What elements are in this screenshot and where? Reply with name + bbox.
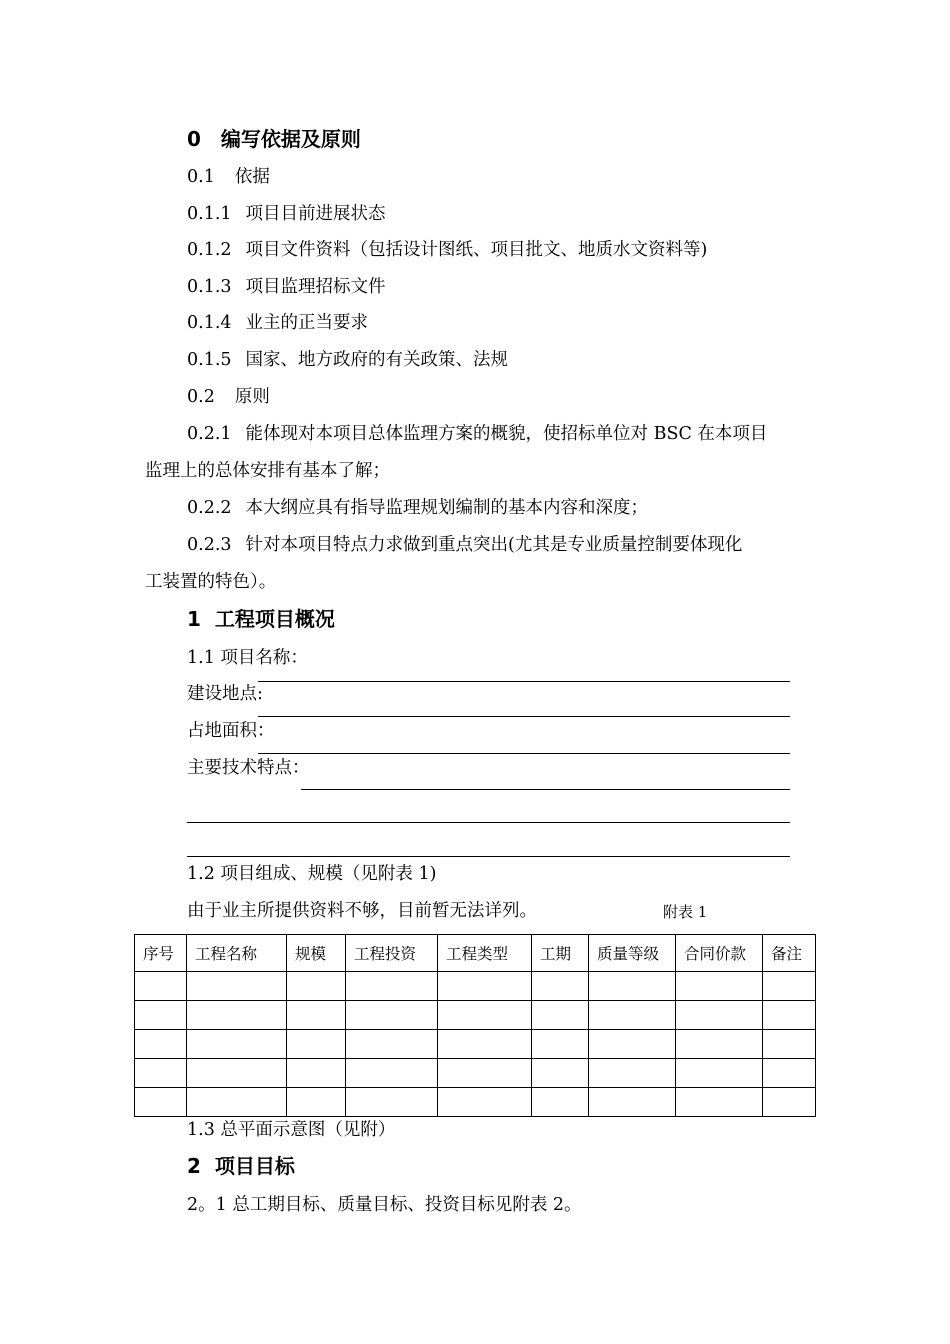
table-cell [135,1001,187,1030]
project-composition-table [134,934,816,1117]
col-header: 备注 [763,935,816,972]
table-cell [287,1001,346,1030]
table-cell [187,1088,287,1117]
tech-fill-line-1 [301,789,790,790]
table-cell [763,1030,816,1059]
table-cell [763,1059,816,1088]
table-cell [187,972,287,1001]
table-cell [135,1088,187,1117]
table-cell [187,1030,287,1059]
table-cell [676,1001,763,1030]
table-cell [287,1088,346,1117]
site-label: 建设地点: [187,684,263,704]
item-0-1-2: 0.1.2 项目文件资料（包括设计图纸、项目批文、地质水文资料等) [187,240,708,260]
item-0-1-5: 0.1.5 国家、地方政府的有关政策、法规 [187,350,509,370]
col-header: 规模 [287,935,346,972]
project-name-label: 1.1 项目名称： [187,648,308,668]
table-cell [346,1088,438,1117]
table-cell [763,972,816,1001]
col-header: 工程投资 [346,935,438,972]
item-0-2: 0.2 原则 [187,387,270,407]
col-header: 合同价款 [676,935,763,972]
table-cell [676,1059,763,1088]
item-0-2-2: 0.2.2 本大纲应具有指导监理规划编制的基本内容和深度； [187,498,649,518]
item-0-1-3: 0.1.3 项目监理招标文件 [187,277,386,297]
item-1-3: 1.3 总平面示意图（见附） [187,1120,396,1140]
table-cell [676,1030,763,1059]
table-cell [346,1001,438,1030]
table-cell [589,972,676,1001]
section-title: 工程项目概况 [214,607,335,631]
table-header-row [135,935,816,972]
item-0-2-1: 0.2.1 能体现对本项目总体监理方案的概貌，使招标单位对 BSC 在本项目 [187,424,768,444]
section-number: 0 [187,127,201,151]
table-cell [438,1001,532,1030]
table-row [135,1059,816,1088]
site-fill-line [258,716,790,717]
item-0-2-1-continued: 监理上的总体安排有基本了解； [145,461,390,481]
section-title: 项目目标 [214,1154,295,1178]
table-cell [532,1030,589,1059]
item-0-2-3-continued: 工装置的特色）。 [145,572,277,592]
col-header: 工程名称 [187,935,287,972]
table-cell [532,1059,589,1088]
project-name-fill-line [258,681,790,682]
table-cell [287,972,346,1001]
item-1-2: 1.2 项目组成、规模（见附表 1) [187,864,437,884]
data-note: 由于业主所提供资料不够，目前暂无法详列。 [187,901,537,921]
table-cell [438,1088,532,1117]
table-cell [135,1059,187,1088]
item-0-1: 0.1 依据 [187,167,270,187]
item-0-1-4: 0.1.4 业主的正当要求 [187,313,369,333]
table-cell [438,972,532,1001]
table-cell [287,1059,346,1088]
table-cell [676,972,763,1001]
table-cell [187,1059,287,1088]
table-cell [287,1030,346,1059]
item-2-1: 2。1 总工期目标、质量目标、投资目标见附表 2。 [187,1195,582,1215]
area-fill-line [258,753,790,754]
table-cell [589,1001,676,1030]
table-caption: 附表 1 [663,903,708,921]
area-label: 占地面积： [187,721,275,741]
item-0-1-1: 0.1.1 项目目前进展状态 [187,204,386,224]
section-2-heading [187,1153,295,1179]
table-row [135,1088,816,1117]
table-cell [589,1088,676,1117]
table-cell [346,1030,438,1059]
table-cell [187,1001,287,1030]
col-header: 质量等级 [589,935,676,972]
tech-label: 主要技术特点： [187,758,310,778]
section-1-heading [187,606,335,632]
table-cell [438,1030,532,1059]
table-cell [135,1030,187,1059]
section-0-heading [187,126,361,152]
table-cell [532,972,589,1001]
table-cell [589,1059,676,1088]
table-row [135,972,816,1001]
section-title: 编写依据及原则 [220,127,361,151]
table-cell [532,1088,589,1117]
table-row [135,1030,816,1059]
section-number: 1 [187,607,201,631]
table-cell [763,1001,816,1030]
item-0-2-3: 0.2.3 针对本项目特点力求做到重点突出(尤其是专业质量控制要体现化 [187,535,743,555]
col-header: 工程类型 [438,935,532,972]
table-cell [532,1001,589,1030]
table-cell [763,1088,816,1117]
table-cell [135,972,187,1001]
table-cell [438,1059,532,1088]
table-cell [346,972,438,1001]
col-header: 工期 [532,935,589,972]
table-cell [346,1059,438,1088]
table-cell [589,1030,676,1059]
tech-fill-line-2 [187,822,790,823]
col-header: 序号 [135,935,187,972]
table-row [135,1001,816,1030]
table-cell [676,1088,763,1117]
tech-fill-line-3 [187,856,790,857]
section-number: 2 [187,1154,201,1178]
